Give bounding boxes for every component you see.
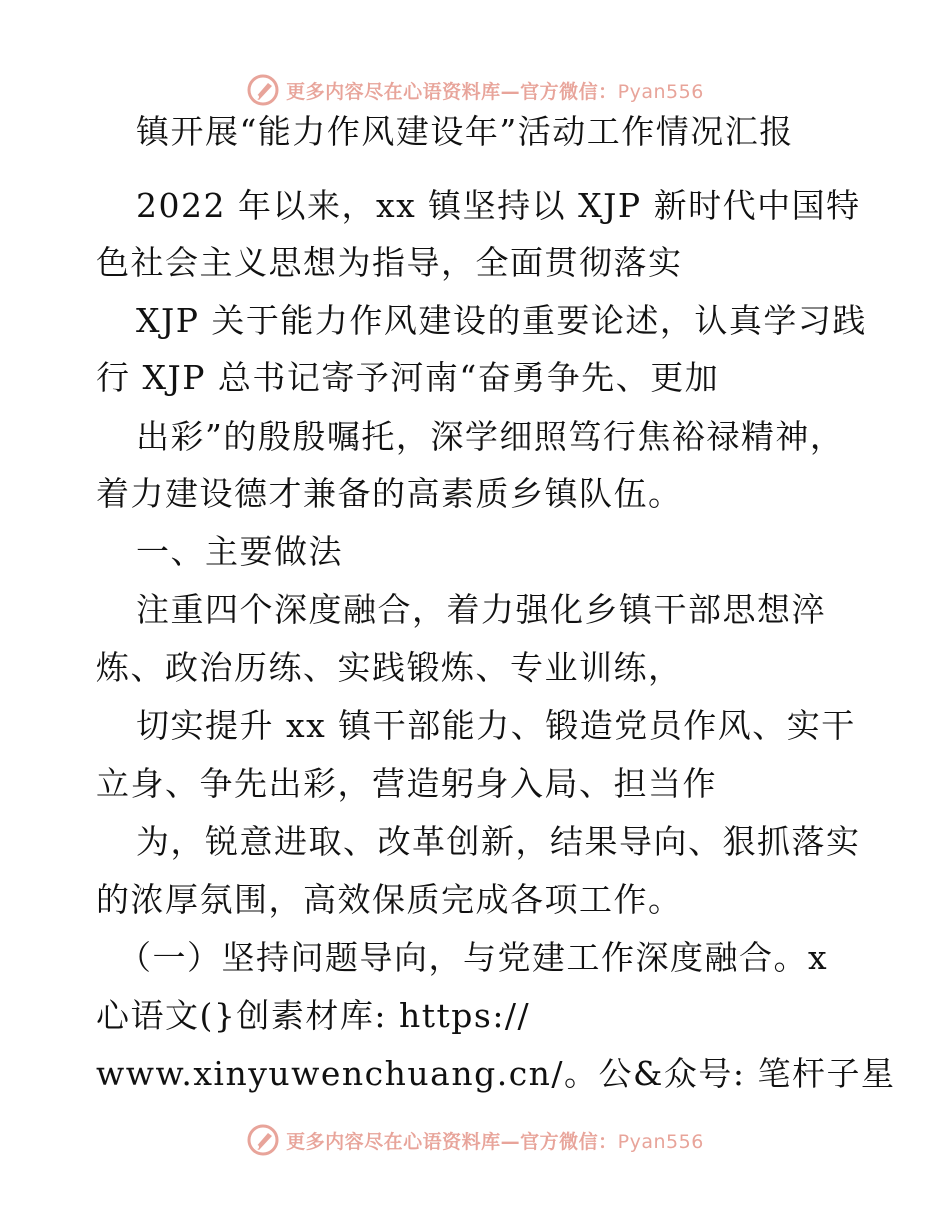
pen-logo-icon bbox=[246, 1123, 280, 1157]
paragraph-line: 着力建设德才兼备的高素质乡镇队伍。 bbox=[96, 474, 683, 513]
paragraph-line: www.xinyuwenchuang.cn/。公&众号: 笔杆子星 bbox=[96, 1054, 896, 1093]
paragraph-line: 炼、政治历练、实践锻炼、专业训练， bbox=[96, 648, 683, 687]
paragraph-line: 2022 年以来，xx 镇坚持以 XJP 新时代中国特 bbox=[136, 186, 861, 225]
section-heading: 一、主要做法 bbox=[136, 532, 343, 571]
watermark-bottom bbox=[0, 1120, 950, 1160]
paragraph-line: 出彩”的殷殷嘱托，深学细照笃行焦裕禄精神， bbox=[136, 417, 845, 456]
watermark-text: 更多内容尽在心语资料库—官方微信：Pyan556 bbox=[286, 80, 704, 103]
subsection-heading: （一）坚持问题导向，与党建工作深度融合。x bbox=[118, 938, 829, 977]
document-title: 镇开展“能力作风建设年”活动工作情况汇报 bbox=[136, 112, 794, 151]
paragraph-line: 行 XJP 总书记寄予河南“奋勇争先、更加 bbox=[96, 358, 720, 397]
paragraph-line: 色社会主义思想为指导，全面贯彻落实 bbox=[96, 243, 683, 282]
paragraph-line: 的浓厚氛围，高效保质完成各项工作。 bbox=[96, 880, 683, 919]
paragraph-line: 为，锐意进取、改革创新，结果导向、狠抓落实 bbox=[136, 822, 861, 861]
paragraph-line: 切实提升 xx 镇干部能力、锻造党员作风、实干 bbox=[136, 706, 856, 745]
watermark-top bbox=[0, 70, 950, 110]
paragraph-line: 心语文(}创素材库: https:// bbox=[96, 996, 531, 1035]
watermark-text: 更多内容尽在心语资料库—官方微信：Pyan556 bbox=[286, 1130, 704, 1153]
pen-logo-icon bbox=[246, 73, 280, 107]
paragraph-line: 注重四个深度融合，着力强化乡镇干部思想淬 bbox=[136, 590, 826, 629]
paragraph-line: XJP 关于能力作风建设的重要论述，认真学习践 bbox=[136, 301, 867, 340]
paragraph-line: 立身、争先出彩，营造躬身入局、担当作 bbox=[96, 764, 717, 803]
